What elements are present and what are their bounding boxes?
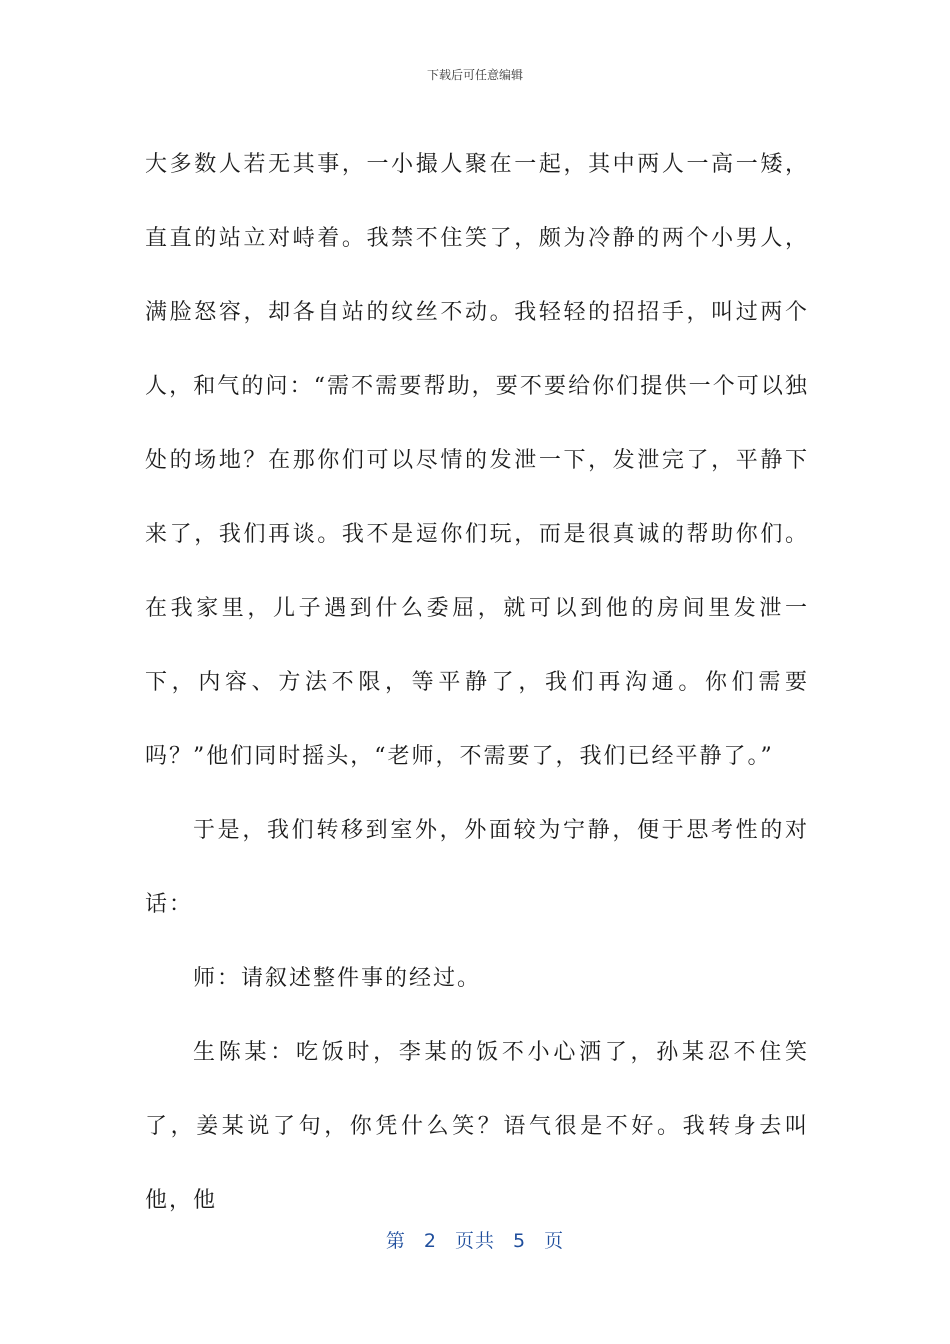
footer-label-end: 页	[544, 1230, 565, 1252]
paragraph-3: 师：请叙述整件事的经过。	[193, 966, 482, 991]
paragraph-2: 于是，我们转移到室外，外面较为宁静，便于思考性的对话：	[145, 818, 809, 917]
footer-label-of: 页共	[454, 1230, 495, 1252]
paragraph-4: 生陈某：吃饭时，李某的饭不小心洒了，孙某忍不住笑了，姜某说了句，你凭什么笑？语气很是不好。我转身去叫他，他	[145, 1040, 809, 1213]
page-header: 下载后可任意编辑	[426, 68, 523, 82]
page-footer	[0, 1226, 950, 1253]
paragraph-1: 大多数人若无其事，一小撮人聚在一起，其中两人一高一矮，直直的站立对峙着。我禁不住笑了，颇为冷静的两个小男人，满脸怒容，却各自站的纹丝不动。我轻轻的招招手，叫过两个人，和气的问：“需不需要帮助，要不要给你们提供一个可以独处的场地？在那你们可以尽情的发泄一下，发泄完了，平静下来了，我们再谈。我不是逗你们玩，而是很真诚的帮助你们。在我家里，儿子遇到什么委屈，就可以到他的房间里发泄一下，内容、方法不限，等平静了，我们再沟通。你们需要吗？”他们同时摇头，“老师，不需要了，我们已经平静了。”	[145, 152, 809, 769]
document-body	[145, 128, 809, 1238]
footer-label-page: 第	[385, 1230, 406, 1252]
footer-current-page: 2	[423, 1230, 437, 1252]
footer-total-pages: 5	[513, 1230, 527, 1252]
